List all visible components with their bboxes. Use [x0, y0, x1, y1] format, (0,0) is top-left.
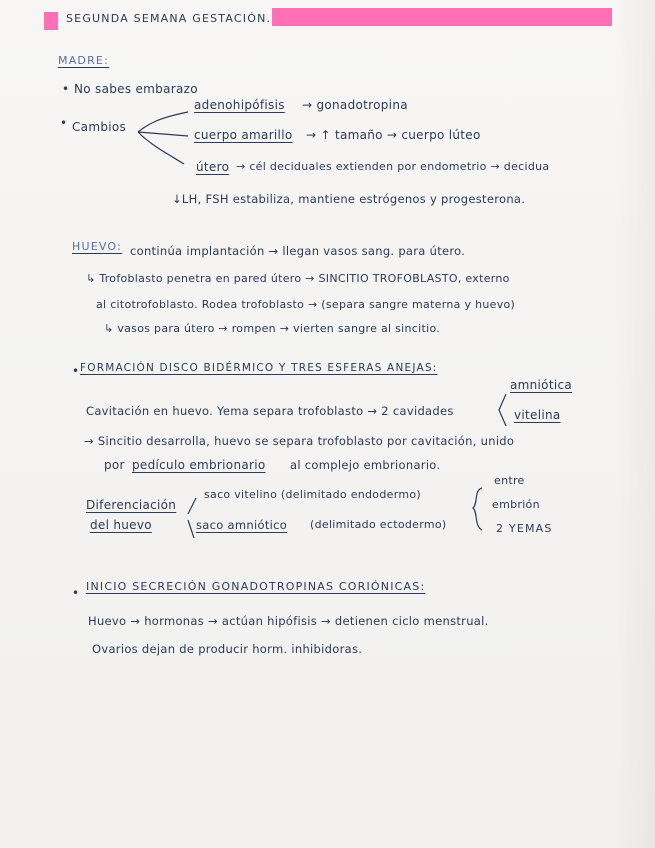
formacion-line-1: Cavitación en huevo. Yema separa trofoblasto → 2 cavidades [86, 404, 454, 418]
bullet-dot: • [60, 116, 68, 130]
cambios-item-4: ↓LH, FSH estabiliza, mantiene estrógenos y progesterona. [172, 192, 526, 206]
cambios-item-1-term: adenohipófisis [194, 98, 285, 112]
saco-amniotico-rest: (delimitado ectodermo) [310, 518, 447, 531]
formacion-line-2: → Sincitio desarrolla, huevo se separa trofoblasto por cavitación, unido [84, 434, 515, 448]
section-heading-madre: MADRE: [58, 54, 109, 67]
entre-label: entre [494, 474, 525, 487]
inicio-line-2: Ovarios dejan de producir horm. inhibidoras. [92, 642, 363, 656]
huevo-line-1: continúa implantación → llegan vasos sang. para útero. [130, 244, 466, 258]
section-heading-inicio: INICIO SECRECIÓN GONADOTROPINAS CORIÓNICAS: [86, 580, 426, 593]
madre-bullet-1: No sabes embarazo [74, 82, 198, 96]
inicio-line-1: Huevo → hormonas → actúan hipófisis → detienen ciclo menstrual. [88, 614, 489, 628]
formacion-line-3-post: al complejo embrionario. [290, 458, 441, 472]
curly-brace [470, 486, 486, 532]
diferenciacion-label-a: Diferenciación [86, 498, 177, 512]
cavity-option-amniotica: amniótica [510, 378, 573, 392]
saco-vitelino: saco vitelino (delimitado endodermo) [204, 488, 421, 501]
section-heading-formacion: FORMACIÓN DISCO BIDÉRMICO Y TRES ESFERAS ANEJAS: [80, 362, 438, 374]
cavity-option-vitelina: vitelina [514, 408, 561, 422]
cambios-label: Cambios [72, 120, 127, 134]
cambios-item-1-rest: → gonadotropina [302, 98, 408, 112]
section-heading-huevo: HUEVO: [72, 240, 122, 253]
bullet-dot: • [72, 586, 80, 600]
pediculo-embrionario: pedículo embrionario [132, 458, 266, 472]
formacion-line-3-pre: por [104, 458, 125, 472]
saco-amniotico-term: saco amniótico [196, 518, 288, 532]
cambios-item-2-term: cuerpo amarillo [194, 128, 293, 142]
huevo-line-4: ↳ vasos para útero → rompen → vierten sangre al sincitio. [104, 322, 441, 335]
split-bracket [496, 390, 510, 430]
yemas-label: 2 YEMAS [496, 522, 553, 535]
header-highlight-left [44, 12, 58, 30]
bullet-dot: • [72, 364, 80, 378]
page-edge-shadow [615, 0, 655, 848]
cambios-item-3-rest: → cél deciduales extienden por endometrio → decidua [236, 160, 550, 173]
bullet-dot: • [62, 82, 70, 96]
page-title: SEGUNDA SEMANA GESTACIÓN. [66, 12, 272, 25]
cambios-item-3-term: útero [196, 160, 230, 174]
huevo-line-3: al citotrofoblasto. Rodea trofoblasto → (separa sangre materna y huevo) [96, 298, 516, 311]
branch-bracket [128, 102, 198, 202]
huevo-line-2: ↳ Trofoblasto penetra en pared útero → SINCITIO TROFOBLASTO, externo [86, 272, 510, 285]
diferenciacion-label-b: del huevo [90, 518, 152, 532]
embrion-label: embrión [492, 498, 540, 511]
header-highlight-right [272, 8, 612, 26]
cambios-item-2-rest: → ↑ tamaño → cuerpo lúteo [306, 128, 481, 142]
